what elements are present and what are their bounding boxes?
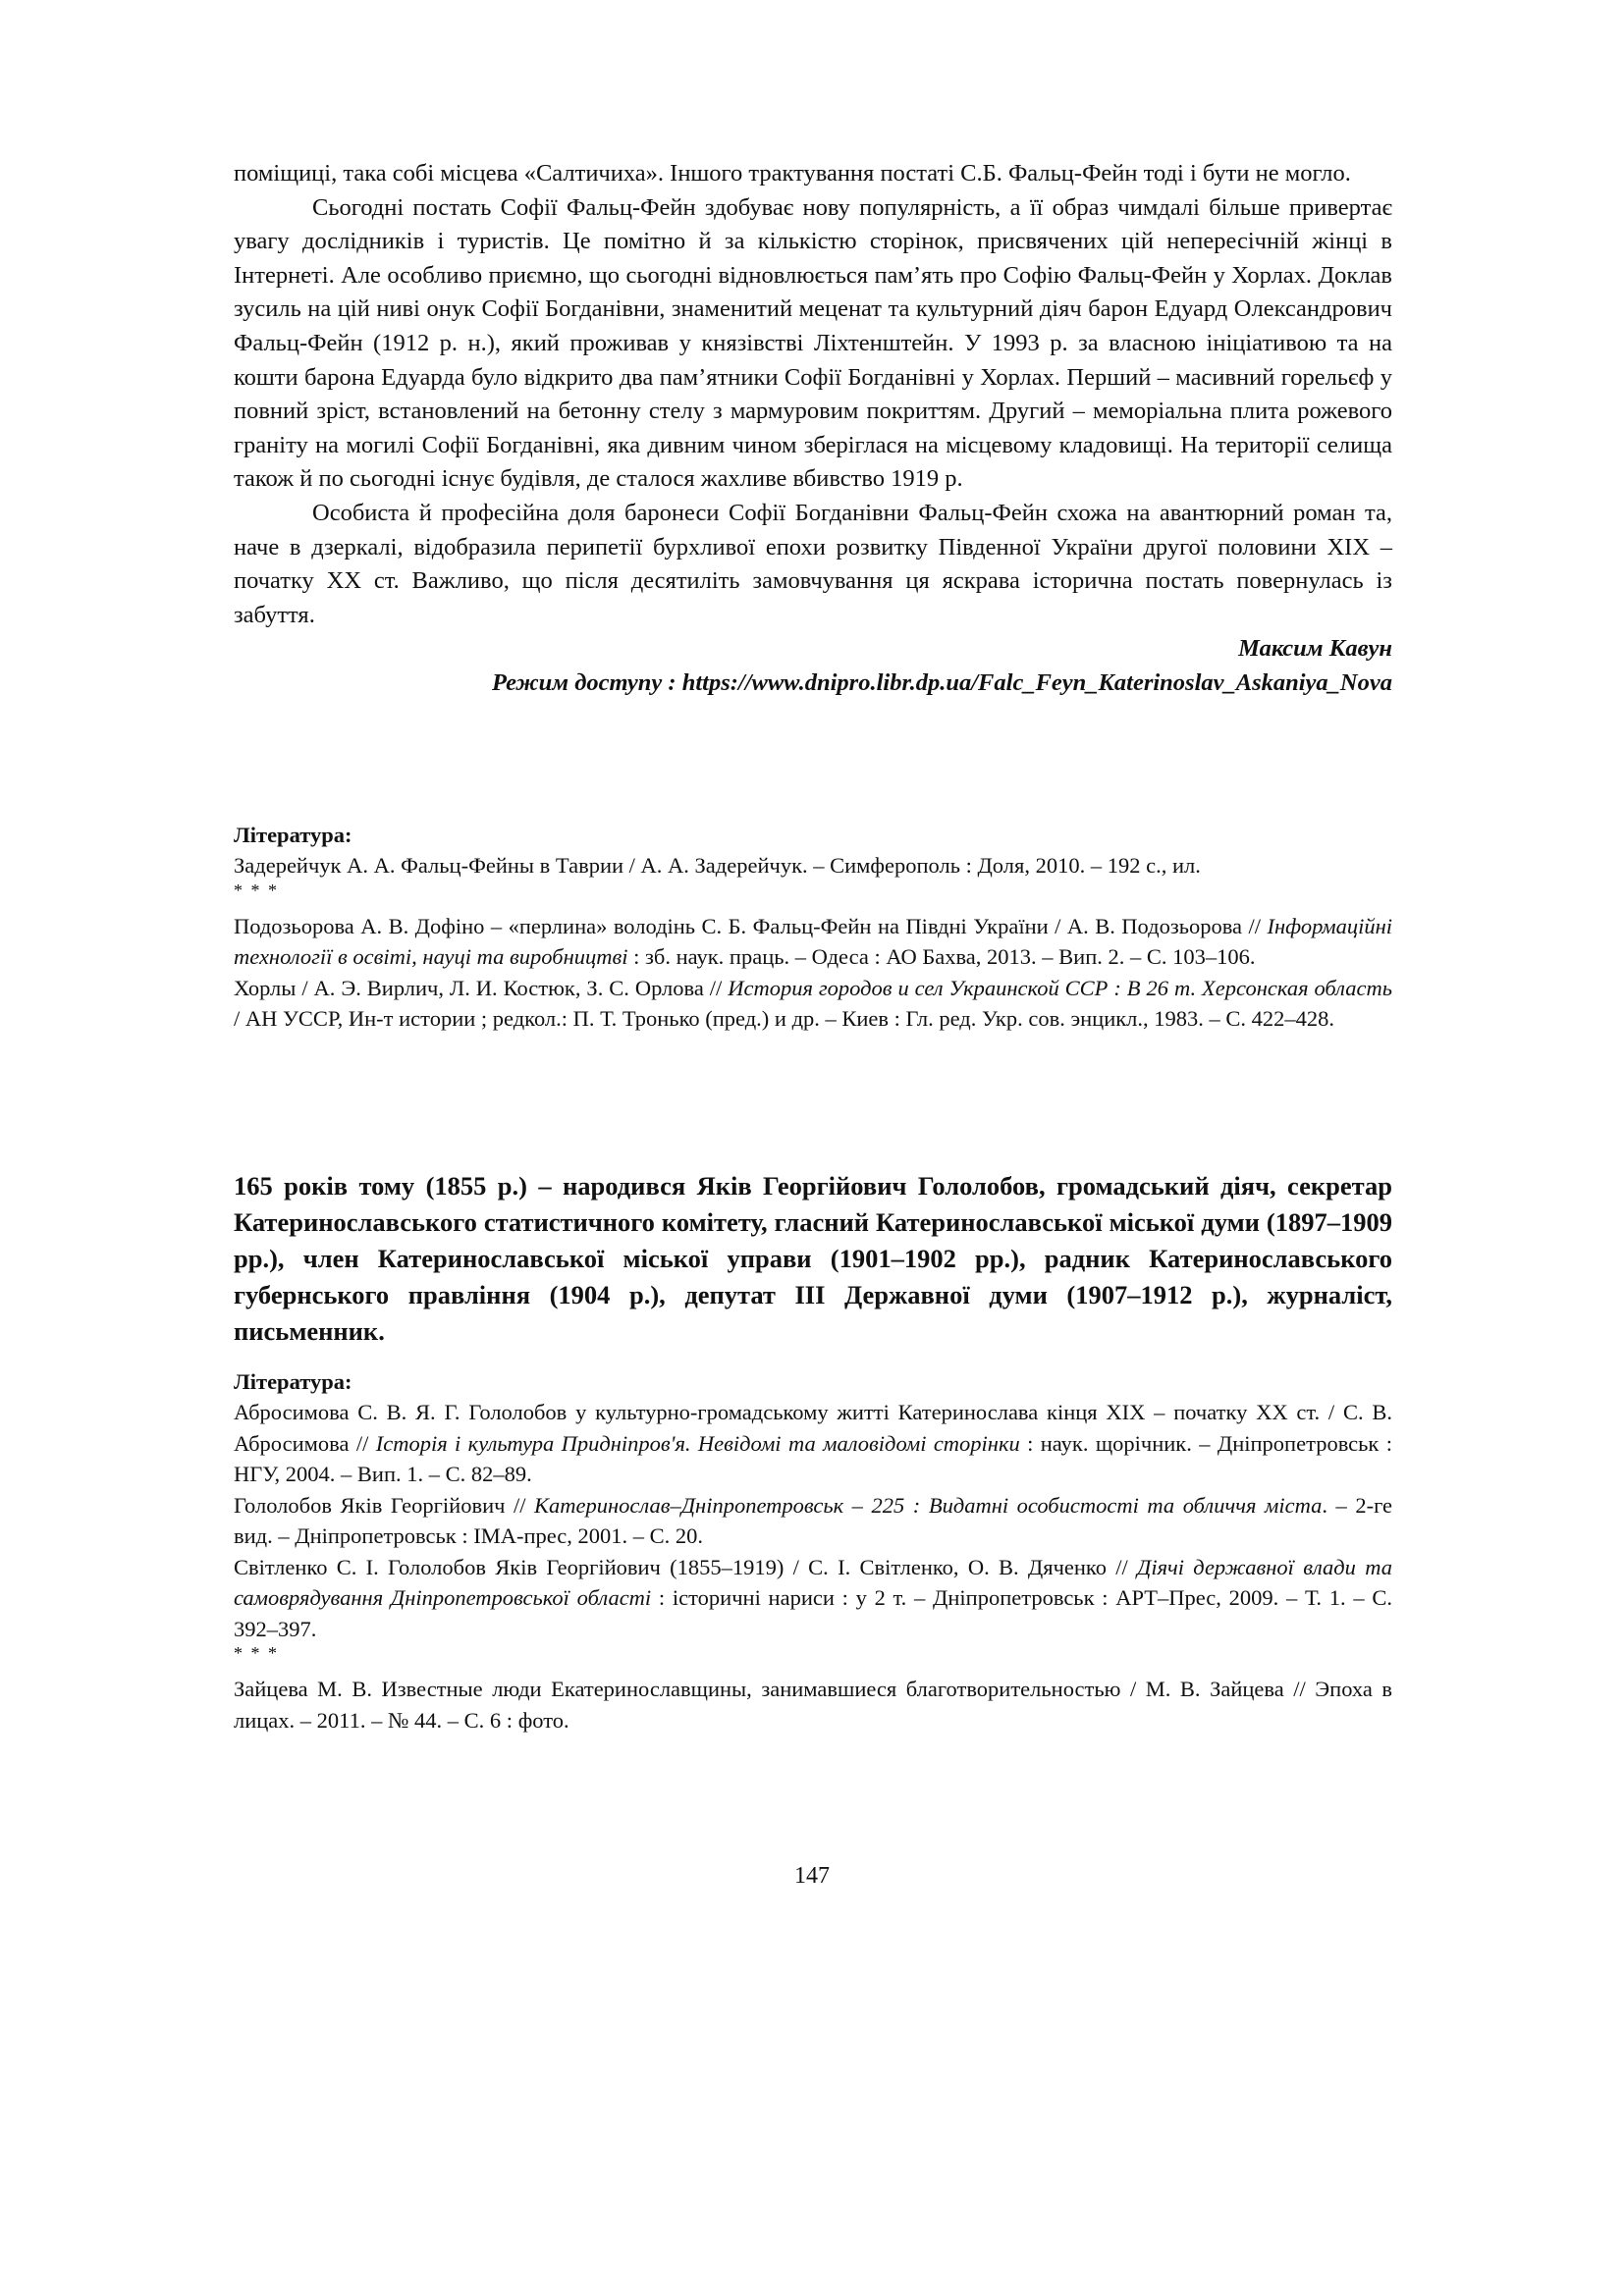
access-link: Режим доступу : https://www.dnipro.libr.dp.ua/Falc_Feyn_Katerinoslav_Askaniya_Nova <box>491 668 1392 696</box>
literature-item: Хорлы / А. Э. Вирлич, Л. И. Костюк, З. С. Орлова // История городов и сел Украинской ССР : В 26 т. Херсонская область / АН УССР, Ин-т истории ; редкол.: П. Т. Тронько (пред.) и др. – Киев : Гл. ред. Укр. сов. энцикл., 1983. – С. 422–428. <box>234 975 1392 1031</box>
literature-item: Світленко С. І. Гололобов Яків Георгійович (1855–1919) / С. І. Світленко, О. В. Дяченко // Діячі державної влади та самоврядування Дніпропетровської області : історичні нариси : у 2 т. – Дніпропетровськ : АРТ–Прес, 2009. – Т. 1. – С. 392–397. <box>234 1554 1392 1641</box>
literature-heading: Література: <box>234 1369 352 1394</box>
literature-heading: Література: <box>234 823 352 847</box>
article-author: Максим Кавун <box>1238 635 1392 663</box>
anniversary-section <box>234 1168 1392 1350</box>
article-paragraph: Особиста й професійна доля баронеси Софії Богданівни Фальц-Фейн схожа на авантюрний роман та, наче в дзеркалі, відобразила перипетії бурхливої епохи розвитку Південної України другої половини ХІХ – початку ХХ ст. Важливо, що після десятиліть замовчування ця яскрава історична постать повернулась із забуття. <box>234 499 1392 628</box>
literature-item: Гололобов Яків Георгійович // Катеринослав–Дніпропетровськ – 225 : Видатні особистості та обличчя міста. – 2-ге вид. – Дніпропетровськ : ІМА-прес, 2001. – С. 20. <box>234 1492 1392 1548</box>
literature-item: Зайцева М. В. Известные люди Екатеринославщины, занимавшиеся благотворительностью / М. В. Зайцева // Эпоха в лицах. – 2011. – № 44. – С. 6 : фото. <box>234 1677 1392 1733</box>
page-number: 147 <box>794 1863 830 1889</box>
literature-item: Задерейчук А. А. Фальц-Фейны в Таврии / А. А. Задерейчук. – Симферополь : Доля, 2010. – 192 с., ил. <box>234 853 1201 878</box>
separator-stars: * * * <box>234 1643 279 1663</box>
literature-item: Подозьорова А. В. Дофіно – «перлина» володінь С. Б. Фальц-Фейн на Півдні України / А. В. Подозьорова // Інформаційні технології в освіті, науці та виробництві : зб. наук. праць. – Одеса : АО Бахва, 2013. – Вип. 2. – С. 103–106. <box>234 913 1392 969</box>
separator-stars: * * * <box>234 880 279 900</box>
article-paragraph: Сьогодні постать Софії Фальц-Фейн здобуває нову популярність, а її образ чимдалі більше привертає увагу дослідників і туристів. Це помітно й за кількістю сторінок, присвячених цій непересічній жінці в Інтернеті. Але особливо приємно, що сьогодні відновлюється пам’ять про Софію Фальц-Фейн у Хорлах. Доклав зусиль на цій ниві онук Софії Богданівни, знаменитий меценат та культурний діяч барон Едуард Олександрович Фальц-Фейн (1912 р. н.), який проживав у князівстві Ліхтенштейн. У 1993 р. за власною ініціативою та на кошти барона Едуарда було відкрито два пам’ятники Софії Богданівні у Хорлах. Перший – масивний горельєф у повний зріст, встановлений на бетонну стелу з мармуровим покриттям. Другий – меморіальна плита рожевого граніту на могилі Софії Богданівні, яка дивним чином зберіглася на місцевому кладовищі. На території селища також й по сьогодні існує будівля, де сталося жахливе вбивство 1919 р. <box>234 193 1392 493</box>
literature-section-2 <box>234 1367 1392 1735</box>
literature-section <box>234 821 1392 1035</box>
page-body <box>234 157 1392 1733</box>
literature-item: Абросимова С. В. Я. Г. Гололобов у культурно-громадському житті Катеринослава кінця ХІХ – початку ХХ ст. / С. В. Абросимова // Історія і культура Придніпров'я. Невідомі та маловідомі сторінки : наук. щорічник. – Дніпропетровськ : НГУ, 2004. – Вип. 1. – С. 82–89. <box>234 1400 1392 1486</box>
article-paragraph: поміщиці, така собі місцева «Салтичиха». Іншого трактування постаті С.Б. Фальц-Фейн тоді і бути не могло. <box>234 160 1351 187</box>
anniversary-text: 165 років тому (1855 р.) – народився Яків Георгійович Гололобов, громадський діяч, секретар Катеринославського статистичного комітету, гласний Катеринославської міської думи (1897–1909 рр.), член Катеринославської міської управи (1901–1902 рр.), радник Катеринославського губернського правління (1904 р.), депутат ІІІ Державної думи (1907–1912 р.), журналіст, письменник. <box>234 1171 1392 1346</box>
